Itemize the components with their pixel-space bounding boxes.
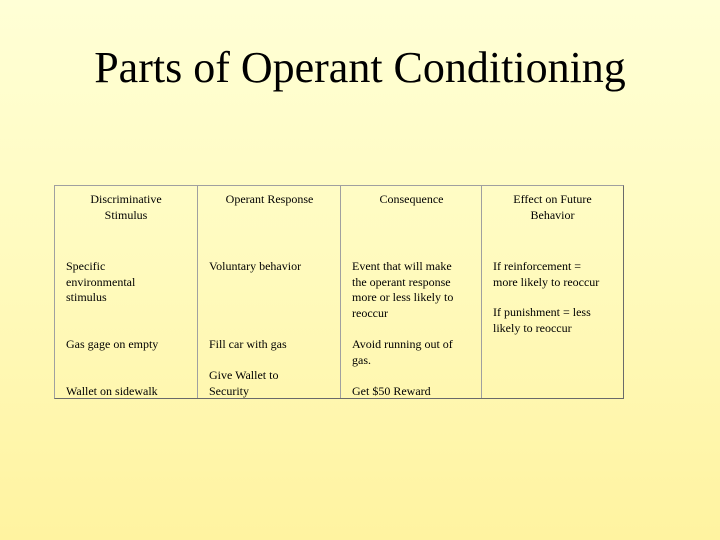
cell-line: more likely to reoccur <box>493 274 600 289</box>
cell-line: reoccur <box>352 305 388 320</box>
cell-stimulus-row2 <box>66 337 158 353</box>
cell-line: Voluntary behavior <box>209 259 302 273</box>
cell-consequence-row3 <box>352 384 431 400</box>
cell-line: Wallet on sidewalk <box>66 384 158 398</box>
column-consequence <box>340 186 482 398</box>
cell-line: gas. <box>352 352 371 367</box>
cell-effect-reinforcement <box>493 259 599 290</box>
cell-line: stimulus <box>66 290 107 304</box>
header-line: Operant Response <box>225 192 314 206</box>
operant-conditioning-table <box>54 185 624 399</box>
column-operant-response <box>197 186 341 398</box>
cell-response-row2 <box>209 337 287 353</box>
cell-line: If punishment = less <box>493 305 591 319</box>
column-discriminative-stimulus <box>55 186 197 398</box>
header-consequence <box>341 192 482 208</box>
cell-line: Fill car with gas <box>209 337 287 351</box>
cell-line: Specific <box>66 259 106 273</box>
cell-line: Security <box>209 383 249 398</box>
cell-line: more or less likely to <box>352 290 454 304</box>
cell-consequence-row1 <box>352 259 453 321</box>
cell-consequence-row2 <box>352 337 453 368</box>
header-line: Consequence <box>379 192 444 206</box>
cell-line: Get $50 Reward <box>352 384 431 398</box>
cell-response-row3 <box>209 368 278 399</box>
cell-effect-punishment <box>493 305 591 336</box>
header-line: Behavior <box>530 207 575 222</box>
header-operant-response <box>198 192 341 208</box>
cell-line: the operant response <box>352 274 451 289</box>
header-discriminative-stimulus <box>55 192 197 223</box>
header-effect-on-future-behavior <box>482 192 623 223</box>
cell-line: likely to reoccur <box>493 320 572 335</box>
cell-stimulus-row3 <box>66 384 158 400</box>
cell-line: Give Wallet to <box>209 368 279 382</box>
header-line: Effect on Future <box>513 192 592 206</box>
cell-stimulus-row1 <box>66 259 135 306</box>
cell-response-row1 <box>209 259 301 275</box>
cell-line: If reinforcement = <box>493 259 582 273</box>
slide-title: Parts of Operant Conditioning <box>94 43 626 92</box>
header-line: Stimulus <box>104 207 148 222</box>
cell-line: Gas gage on empty <box>66 337 159 351</box>
cell-line: environmental <box>66 274 136 289</box>
cell-line: Avoid running out of <box>352 337 453 351</box>
cell-line: Event that will make <box>352 259 452 273</box>
column-effect-on-future-behavior <box>481 186 623 398</box>
header-line: Discriminative <box>90 192 162 206</box>
